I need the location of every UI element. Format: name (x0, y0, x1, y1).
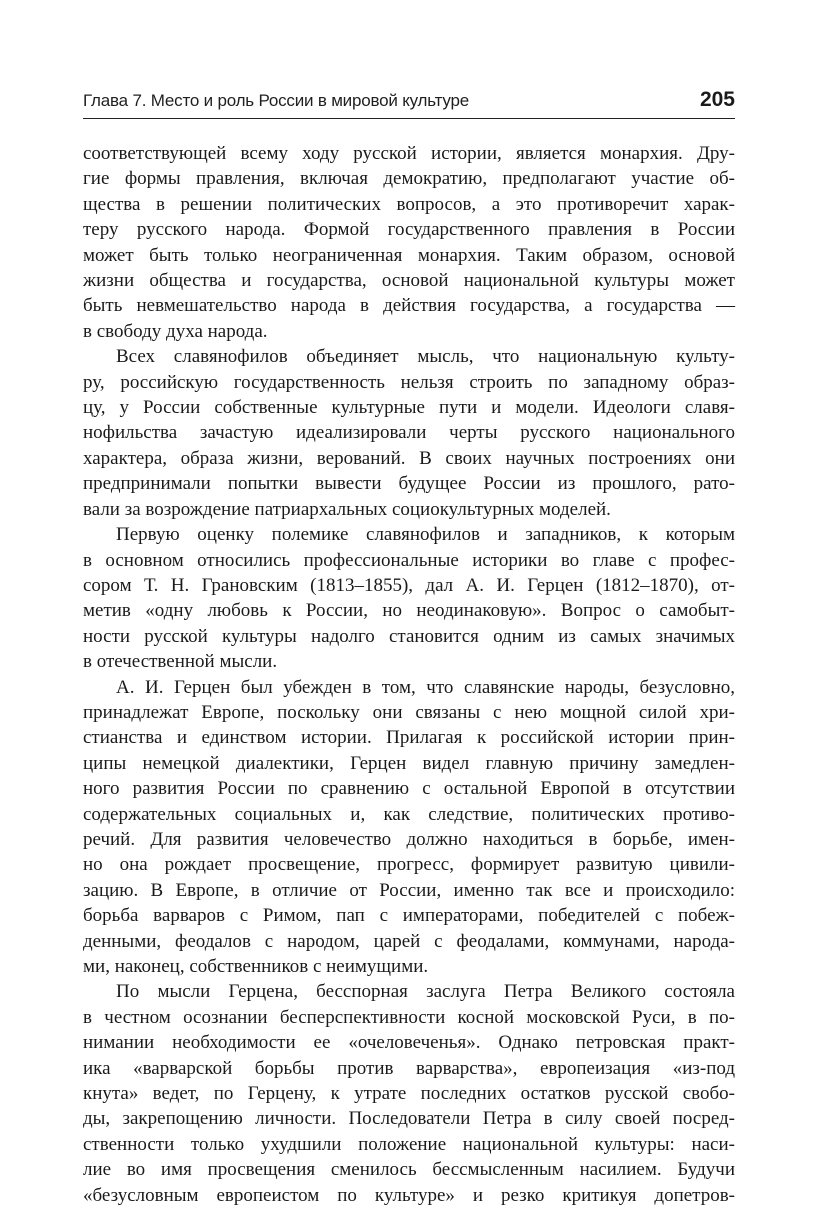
text-line: в основном относились профессиональные историки во главе с профес- (83, 549, 735, 571)
text-line: Всех славянофилов объединяет мысль, что национальную культу- (116, 346, 735, 368)
text-line: стианства и единством истории. Прилагая к российской истории прин- (83, 727, 735, 749)
text-line: Первую оценку полемике славянофилов и западников, к которым (116, 524, 735, 546)
text-line: щества в решении политических вопросов, а это противоречит харак- (83, 193, 735, 215)
text-line: но она рождает просвещение, прогресс, формирует развитую цивили- (83, 854, 735, 876)
text-line: ика «варварской борьбы против варварства», европеизация «из-под (83, 1057, 735, 1079)
text-line: нимании необходимости ее «очеловеченья». Однако петровская практ- (83, 1032, 735, 1054)
text-line: ды, закрепощению личности. Последователи Петра в силу своей посред- (83, 1108, 735, 1130)
paragraph-1 (83, 141, 735, 344)
text-line: быть невмешательство народа в действия государства, а государства — (83, 295, 735, 317)
text-line: теру русского народа. Формой государственного правления в России (83, 219, 735, 241)
text-line: борьба варваров с Римом, пап с императорами, победителей с побеж- (83, 905, 735, 927)
text-line: ципы немецкой диалектики, Герцен видел главную причину замедлен- (83, 752, 735, 774)
text-line: ности русской культуры надолго становится одним из самых значимых (83, 625, 735, 647)
paragraph-4 (83, 675, 735, 980)
text-line: ми, наконец, собственников с неимущими. (83, 956, 429, 977)
paragraph-2 (83, 344, 735, 522)
text-line: гие формы правления, включая демократию, предполагают участие об- (83, 168, 735, 190)
running-header (83, 88, 735, 119)
text-line: «безусловным европеистом по культуре» и резко критикуя допетров- (83, 1184, 735, 1206)
text-line: может быть только неограниченная монархия. Таким образом, основой (83, 244, 735, 266)
text-line: в честном осознании бесперспективности косной московской Руси, в по- (83, 1006, 735, 1028)
body-text (83, 141, 735, 1208)
text-line: речий. Для развития человечество должно находиться в борьбе, имен- (83, 828, 735, 850)
paragraph-3 (83, 522, 735, 674)
text-line: ного развития России по сравнению с остальной Европой в отсутствии (83, 778, 735, 800)
text-line: предпринимали попытки вывести будущее России из прошлого, рато- (83, 473, 735, 495)
text-line: принадлежат Европе, поскольку они связаны с нею мощной силой хри- (83, 701, 735, 723)
text-line: цу, у России собственные культурные пути и модели. Идеологи славя- (83, 397, 735, 419)
page-number: 205 (699, 88, 735, 111)
text-line: в отечественной мысли. (83, 651, 278, 673)
text-line: жизни общества и государства, основой национальной культуры может (83, 270, 735, 292)
text-line: По мысли Герцена, бесспорная заслуга Петра Великого состояла (116, 981, 735, 1003)
text-line: денными, феодалов с народом, царей с феодалами, коммунами, народа- (83, 930, 735, 952)
text-line: сором Т. Н. Грановским (1813–1855), дал А. И. Герцен (1812–1870), от- (83, 574, 735, 596)
text-line: зацию. В Европе, в отличие от России, именно так все и происходило: (83, 879, 735, 901)
paragraph-5 (83, 979, 735, 1208)
text-line: метив «одну любовь к России, но неодинаковую». Вопрос о самобыт- (83, 600, 735, 622)
text-line: вали за возрождение патриархальных социокультурных моделей. (83, 498, 611, 520)
text-line: нофильства зачастую идеализировали черты русского национального (83, 422, 735, 444)
text-line: лие во имя просвещения сменилось бессмысленным насилием. Будучи (83, 1159, 735, 1181)
text-line: содержательных социальных и, как следствие, политических противо- (83, 803, 735, 825)
text-line: ственности только ухудшили положение национальной культуры: наси- (83, 1133, 735, 1155)
text-line: соответствующей всему ходу русской истории, является монархия. Дру- (83, 143, 735, 164)
text-line: кнута» ведет, по Герцену, к утрате последних остатков русской свобо- (83, 1083, 735, 1105)
text-line: в свободу духа народа. (83, 320, 268, 342)
text-line: характера, образа жизни, верований. В своих научных построениях они (83, 447, 735, 469)
running-title: Глава 7. Место и роль России в мировой культуре (83, 91, 469, 110)
text-line: ру, российскую государственность нельзя строить по западному образ- (83, 371, 735, 393)
text-line: А. И. Герцен был убежден в том, что славянские народы, безусловно, (116, 676, 735, 698)
